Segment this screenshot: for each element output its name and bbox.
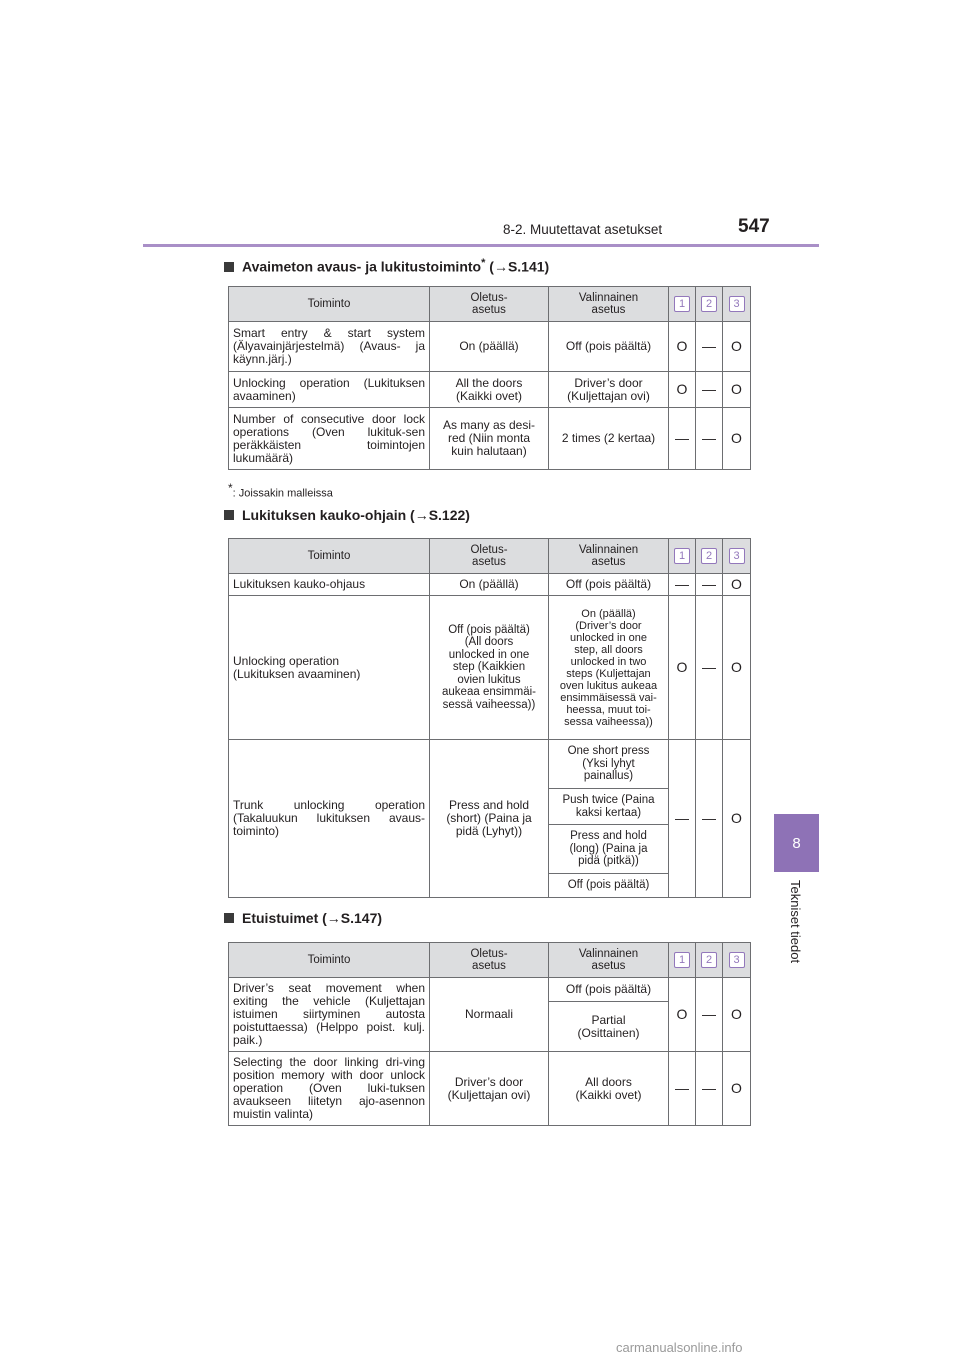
header-method-2 <box>696 287 723 322</box>
chapter-label: Tekniset tiedot <box>788 880 803 964</box>
option-cell: Off (pois päältä) <box>549 874 669 898</box>
bullet-square-icon <box>224 510 234 520</box>
method-2-cell: — <box>696 574 723 596</box>
header-method-3 <box>723 539 751 574</box>
method-2-cell: — <box>696 740 723 898</box>
header-method-1 <box>669 539 696 574</box>
header-method-1 <box>669 287 696 322</box>
header-section-title: 8-2. Muutettavat asetukset <box>503 222 663 237</box>
method-2-cell: — <box>696 372 723 408</box>
method-1-icon: 1 <box>674 952 690 968</box>
section-title-remote: Lukituksen kauko-ohjain (→S.122) <box>224 507 470 523</box>
method-3-cell: O <box>723 596 751 740</box>
default-cell: On (päällä) <box>430 574 549 596</box>
default-cell: Driver’s door (Kuljettajan ovi) <box>430 1052 549 1126</box>
default-cell: Off (pois päältä) (All doors unlocked in one step (Kaikkien ovien lukitus aukeaa ensimmäi- sessä vaiheessa)) <box>430 596 549 740</box>
settings-table-keyless <box>228 286 751 470</box>
method-3-cell: O <box>723 372 751 408</box>
default-cell: Press and hold (short) (Paina ja pidä (Lyhyt)) <box>430 740 549 898</box>
function-cell: Smart entry & start system (Älyavainjärjestelmä) (Avaus- ja käynn.järj.) <box>229 322 430 372</box>
table-row <box>229 574 751 596</box>
arrow-icon: → <box>493 258 508 275</box>
table-header-row <box>229 943 751 978</box>
function-cell: Driver’s seat movement when exiting the vehicle (Kuljettajan istuimen siirtyminen autosta poistuttaessa) (Helppo poist. kulj. paik.) <box>229 978 430 1052</box>
function-cell: Selecting the door linking dri-ving position memory with door unlock operation (Oven luki-tuksen avaukseen liitetyn ajo-asennon muistin valinta) <box>229 1052 430 1126</box>
footnote-text: : Joissakin malleissa <box>232 487 333 500</box>
option-cell: 2 times (2 kertaa) <box>549 408 669 470</box>
method-1-cell: O <box>669 372 696 408</box>
method-3-cell: O <box>723 408 751 470</box>
method-2-cell: — <box>696 1052 723 1126</box>
table-header-row <box>229 539 751 574</box>
header-default: Oletus- asetus <box>430 539 549 574</box>
table-row <box>229 740 751 789</box>
section-title-text: Lukituksen kauko-ohjain <box>242 507 407 523</box>
function-cell: Number of consecutive door lock operations (Oven lukituk-sen peräkkäisten toimintojen lukumäärä) <box>229 408 430 470</box>
option-cell: Push twice (Paina kaksi kertaa) <box>549 789 669 825</box>
bullet-square-icon <box>224 262 234 272</box>
option-cell: Off (pois päältä) <box>549 574 669 596</box>
header-function: Toiminto <box>229 943 430 978</box>
method-2-icon: 2 <box>701 548 717 564</box>
method-1-cell: O <box>669 596 696 740</box>
option-cell: All doors (Kaikki ovet) <box>549 1052 669 1126</box>
table-row <box>229 322 751 372</box>
footnote <box>228 481 333 500</box>
watermark: carmanualsonline.info <box>616 1340 743 1355</box>
bullet-square-icon <box>224 913 234 923</box>
function-cell: Unlocking operation (Lukituksen avaaminen) <box>229 596 430 740</box>
section-title-text: Etuistuimet <box>242 910 319 926</box>
chapter-tab[interactable]: 8 <box>774 814 819 872</box>
method-2-cell: — <box>696 322 723 372</box>
method-3-icon: 3 <box>729 296 745 312</box>
footnote-star: * <box>228 481 233 495</box>
method-1-cell: — <box>669 574 696 596</box>
page-reference-link[interactable]: S.122 <box>428 507 466 523</box>
table-header-row <box>229 287 751 322</box>
option-cell: On (päällä) (Driver’s door unlocked in one step, all doors unlocked in two steps (Kuljettajan oven lukitus aukeaa ensimmäisessä vai- heessa, muut toi- sessa vaiheessa)) <box>549 596 669 740</box>
section-title-front-seats: Etuistuimet (→S.147) <box>224 910 382 926</box>
page-number: 547 <box>738 216 770 237</box>
method-3-cell: O <box>723 740 751 898</box>
arrow-icon: → <box>326 910 341 926</box>
page-reference-link[interactable]: S.147 <box>340 910 378 926</box>
section-title-text: Avaimeton avaus- ja lukitustoiminto <box>242 258 482 275</box>
method-2-cell: — <box>696 596 723 740</box>
method-2-cell: — <box>696 978 723 1052</box>
page-reference-link[interactable]: S.141 <box>507 258 545 275</box>
table-row <box>229 978 751 1002</box>
default-cell: As many as desi- red (Niin monta kuin halutaan) <box>430 408 549 470</box>
method-3-icon: 3 <box>729 952 745 968</box>
method-1-cell: O <box>669 978 696 1052</box>
table-row <box>229 372 751 408</box>
table-row <box>229 1052 751 1126</box>
header-optional: Valinnainen asetus <box>549 539 669 574</box>
arrow-icon: → <box>414 507 429 523</box>
header-method-3 <box>723 943 751 978</box>
settings-table-front-seats <box>228 942 751 1126</box>
method-1-icon: 1 <box>674 548 690 564</box>
header-rule <box>143 244 819 247</box>
option-cell: One short press (Yksi lyhyt painallus) <box>549 740 669 789</box>
default-cell: On (päällä) <box>430 322 549 372</box>
method-1-cell: — <box>669 740 696 898</box>
option-cell: Off (pois päältä) <box>549 978 669 1002</box>
method-2-icon: 2 <box>701 952 717 968</box>
table-row <box>229 408 751 470</box>
section-title-keyless: Avaimeton avaus- ja lukitustoiminto* (→S.141) <box>224 257 549 275</box>
method-3-cell: O <box>723 574 751 596</box>
header-optional: Valinnainen asetus <box>549 287 669 322</box>
header-method-3 <box>723 287 751 322</box>
method-1-cell: — <box>669 1052 696 1126</box>
option-cell: Partial (Osittainen) <box>549 1002 669 1052</box>
method-3-cell: O <box>723 978 751 1052</box>
method-1-cell: O <box>669 322 696 372</box>
method-3-icon: 3 <box>729 548 745 564</box>
header-method-2 <box>696 539 723 574</box>
default-cell: Normaali <box>430 978 549 1052</box>
method-1-cell: — <box>669 408 696 470</box>
method-3-cell: O <box>723 322 751 372</box>
method-2-cell: — <box>696 408 723 470</box>
option-cell: Driver’s door (Kuljettajan ovi) <box>549 372 669 408</box>
method-1-icon: 1 <box>674 296 690 312</box>
table-row <box>229 596 751 740</box>
header-method-1 <box>669 943 696 978</box>
header-default: Oletus- asetus <box>430 943 549 978</box>
footnote-marker: * <box>481 257 486 269</box>
header-optional: Valinnainen asetus <box>549 943 669 978</box>
option-cell: Press and hold (long) (Paina ja pidä (pitkä)) <box>549 825 669 874</box>
function-cell: Unlocking operation (Lukituksen avaaminen) <box>229 372 430 408</box>
header-default: Oletus- asetus <box>430 287 549 322</box>
header-function: Toiminto <box>229 287 430 322</box>
function-cell: Lukituksen kauko-ohjaus <box>229 574 430 596</box>
method-2-icon: 2 <box>701 296 717 312</box>
header-method-2 <box>696 943 723 978</box>
method-3-cell: O <box>723 1052 751 1126</box>
settings-table-remote <box>228 538 751 898</box>
default-cell: All the doors (Kaikki ovet) <box>430 372 549 408</box>
header-function: Toiminto <box>229 539 430 574</box>
option-cell: Off (pois päältä) <box>549 322 669 372</box>
function-cell: Trunk unlocking operation (Takaluukun lukituksen avaus-toiminto) <box>229 740 430 898</box>
